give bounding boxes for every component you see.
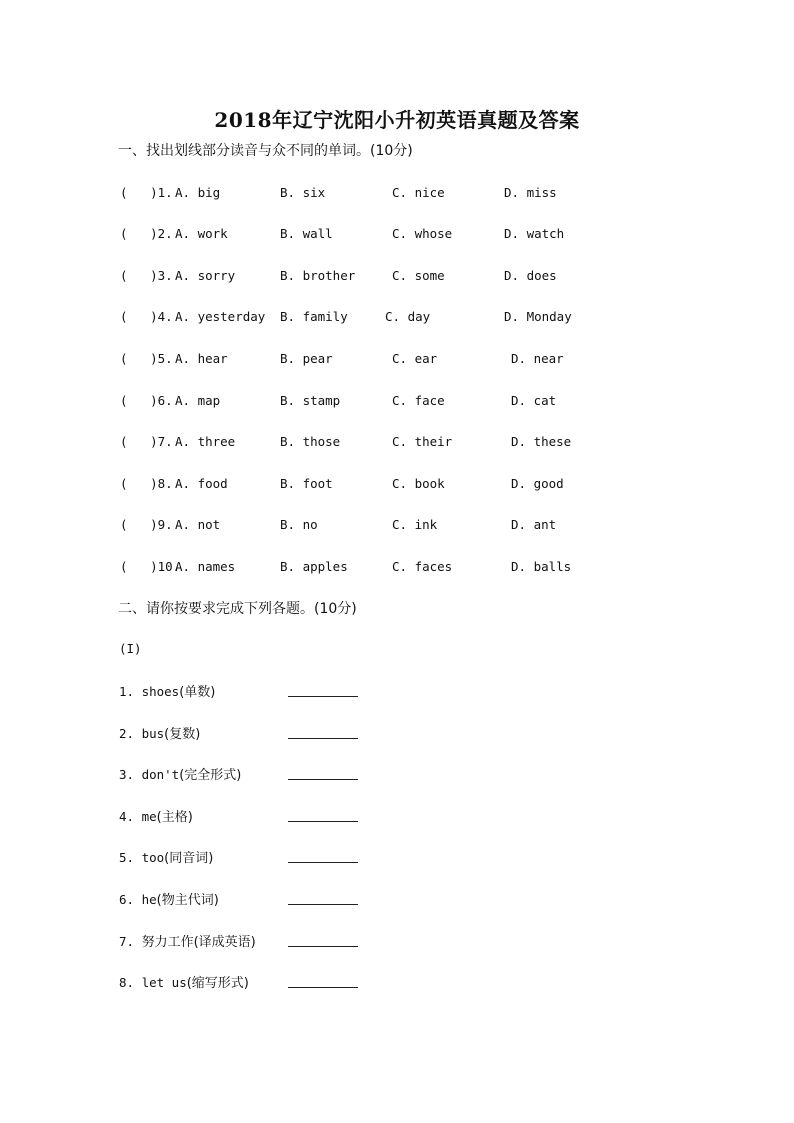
- question-row: [120, 351, 720, 369]
- question-number: ( )5.: [120, 351, 181, 366]
- option-c: C. nice: [392, 185, 445, 200]
- answer-blank[interactable]: [288, 821, 358, 822]
- question-row: [120, 517, 720, 535]
- part-label: (I): [119, 641, 142, 656]
- option-a: A. work: [175, 226, 228, 241]
- section1-heading: 一、找出划线部分读音与众不同的单词。(10分): [118, 143, 413, 159]
- option-d: D. does: [504, 268, 557, 283]
- item-instruction: (单数): [179, 685, 216, 700]
- option-a: A. food: [175, 476, 228, 491]
- option-b: B. those: [280, 434, 341, 449]
- option-d: D. Monday: [504, 309, 572, 324]
- question-number: ( )3.: [120, 268, 181, 283]
- option-b: B. six: [280, 185, 326, 200]
- option-b: B. apples: [280, 559, 348, 574]
- option-c: C. ink: [392, 517, 438, 532]
- item-word: 8. let us: [119, 975, 187, 990]
- fill-item: [119, 889, 419, 909]
- page-title: 2018年辽宁沈阳小升初英语真题及答案: [214, 108, 580, 132]
- option-a: A. big: [175, 185, 221, 200]
- option-c: C. faces: [392, 559, 453, 574]
- question-row: [120, 476, 720, 494]
- question-row: [120, 393, 720, 411]
- option-d: D. good: [511, 476, 564, 491]
- section2-heading: 二、请你按要求完成下列各题。(10分): [118, 601, 357, 617]
- question-number: ( )1.: [120, 185, 181, 200]
- option-c: C. book: [392, 476, 445, 491]
- option-b: B. foot: [280, 476, 333, 491]
- item-instruction: 努力工作(译成英语): [141, 935, 256, 950]
- item-instruction: (完全形式): [179, 768, 242, 783]
- option-a: A. three: [175, 434, 236, 449]
- fill-item: [119, 764, 419, 784]
- option-a: A. names: [175, 559, 236, 574]
- option-a: A. map: [175, 393, 221, 408]
- option-a: A. hear: [175, 351, 228, 366]
- option-d: D. miss: [504, 185, 557, 200]
- fill-item: [119, 681, 419, 701]
- option-c: C. whose: [392, 226, 453, 241]
- question-number: ( )9.: [120, 517, 181, 532]
- option-a: A. sorry: [175, 268, 236, 283]
- item-instruction: (物主代词): [156, 893, 219, 908]
- option-d: D. cat: [511, 393, 557, 408]
- question-row: [120, 559, 720, 577]
- fill-item: [119, 972, 419, 992]
- answer-blank[interactable]: [288, 862, 358, 863]
- question-row: [120, 434, 720, 452]
- option-c: C. some: [392, 268, 445, 283]
- question-number: ( )6.: [120, 393, 181, 408]
- option-b: B. wall: [280, 226, 333, 241]
- item-word: 5. too: [119, 850, 165, 865]
- fill-item: [119, 723, 419, 743]
- question-row: [120, 268, 720, 286]
- item-word: 1. shoes: [119, 684, 180, 699]
- option-c: C. ear: [392, 351, 438, 366]
- item-instruction: (缩写形式): [186, 976, 249, 991]
- item-instruction: (主格): [156, 810, 193, 825]
- item-instruction: (复数): [164, 727, 201, 742]
- question-row: [120, 185, 720, 203]
- option-b: B. brother: [280, 268, 356, 283]
- answer-blank[interactable]: [288, 946, 358, 947]
- option-c: C. their: [392, 434, 453, 449]
- option-d: D. watch: [504, 226, 565, 241]
- fill-item: [119, 931, 419, 951]
- item-word: 7.: [119, 934, 142, 949]
- question-row: [120, 226, 720, 244]
- question-row: [120, 309, 720, 327]
- answer-blank[interactable]: [288, 738, 358, 739]
- option-b: B. no: [280, 517, 318, 532]
- option-b: B. pear: [280, 351, 333, 366]
- item-word: 6. he: [119, 892, 157, 907]
- question-number: ( )2.: [120, 226, 181, 241]
- option-d: D. ant: [511, 517, 557, 532]
- option-c: C. face: [392, 393, 445, 408]
- item-word: 4. me: [119, 809, 157, 824]
- question-number: ( )7.: [120, 434, 181, 449]
- option-a: A. not: [175, 517, 221, 532]
- question-number: ( )4.: [120, 309, 181, 324]
- answer-blank[interactable]: [288, 904, 358, 905]
- question-number: ( )8.: [120, 476, 181, 491]
- option-b: B. stamp: [280, 393, 341, 408]
- question-number: ( )10.: [120, 559, 181, 574]
- option-b: B. family: [280, 309, 348, 324]
- fill-item: [119, 847, 419, 867]
- option-d: D. these: [511, 434, 572, 449]
- option-d: D. balls: [511, 559, 572, 574]
- item-word: 3. don't: [119, 767, 180, 782]
- option-d: D. near: [511, 351, 564, 366]
- answer-blank[interactable]: [288, 779, 358, 780]
- item-instruction: (同音词): [164, 851, 214, 866]
- option-c: C. day: [385, 309, 431, 324]
- fill-item: [119, 806, 419, 826]
- answer-blank[interactable]: [288, 987, 358, 988]
- item-word: 2. bus: [119, 726, 165, 741]
- answer-blank[interactable]: [288, 696, 358, 697]
- option-a: A. yesterday: [175, 309, 266, 324]
